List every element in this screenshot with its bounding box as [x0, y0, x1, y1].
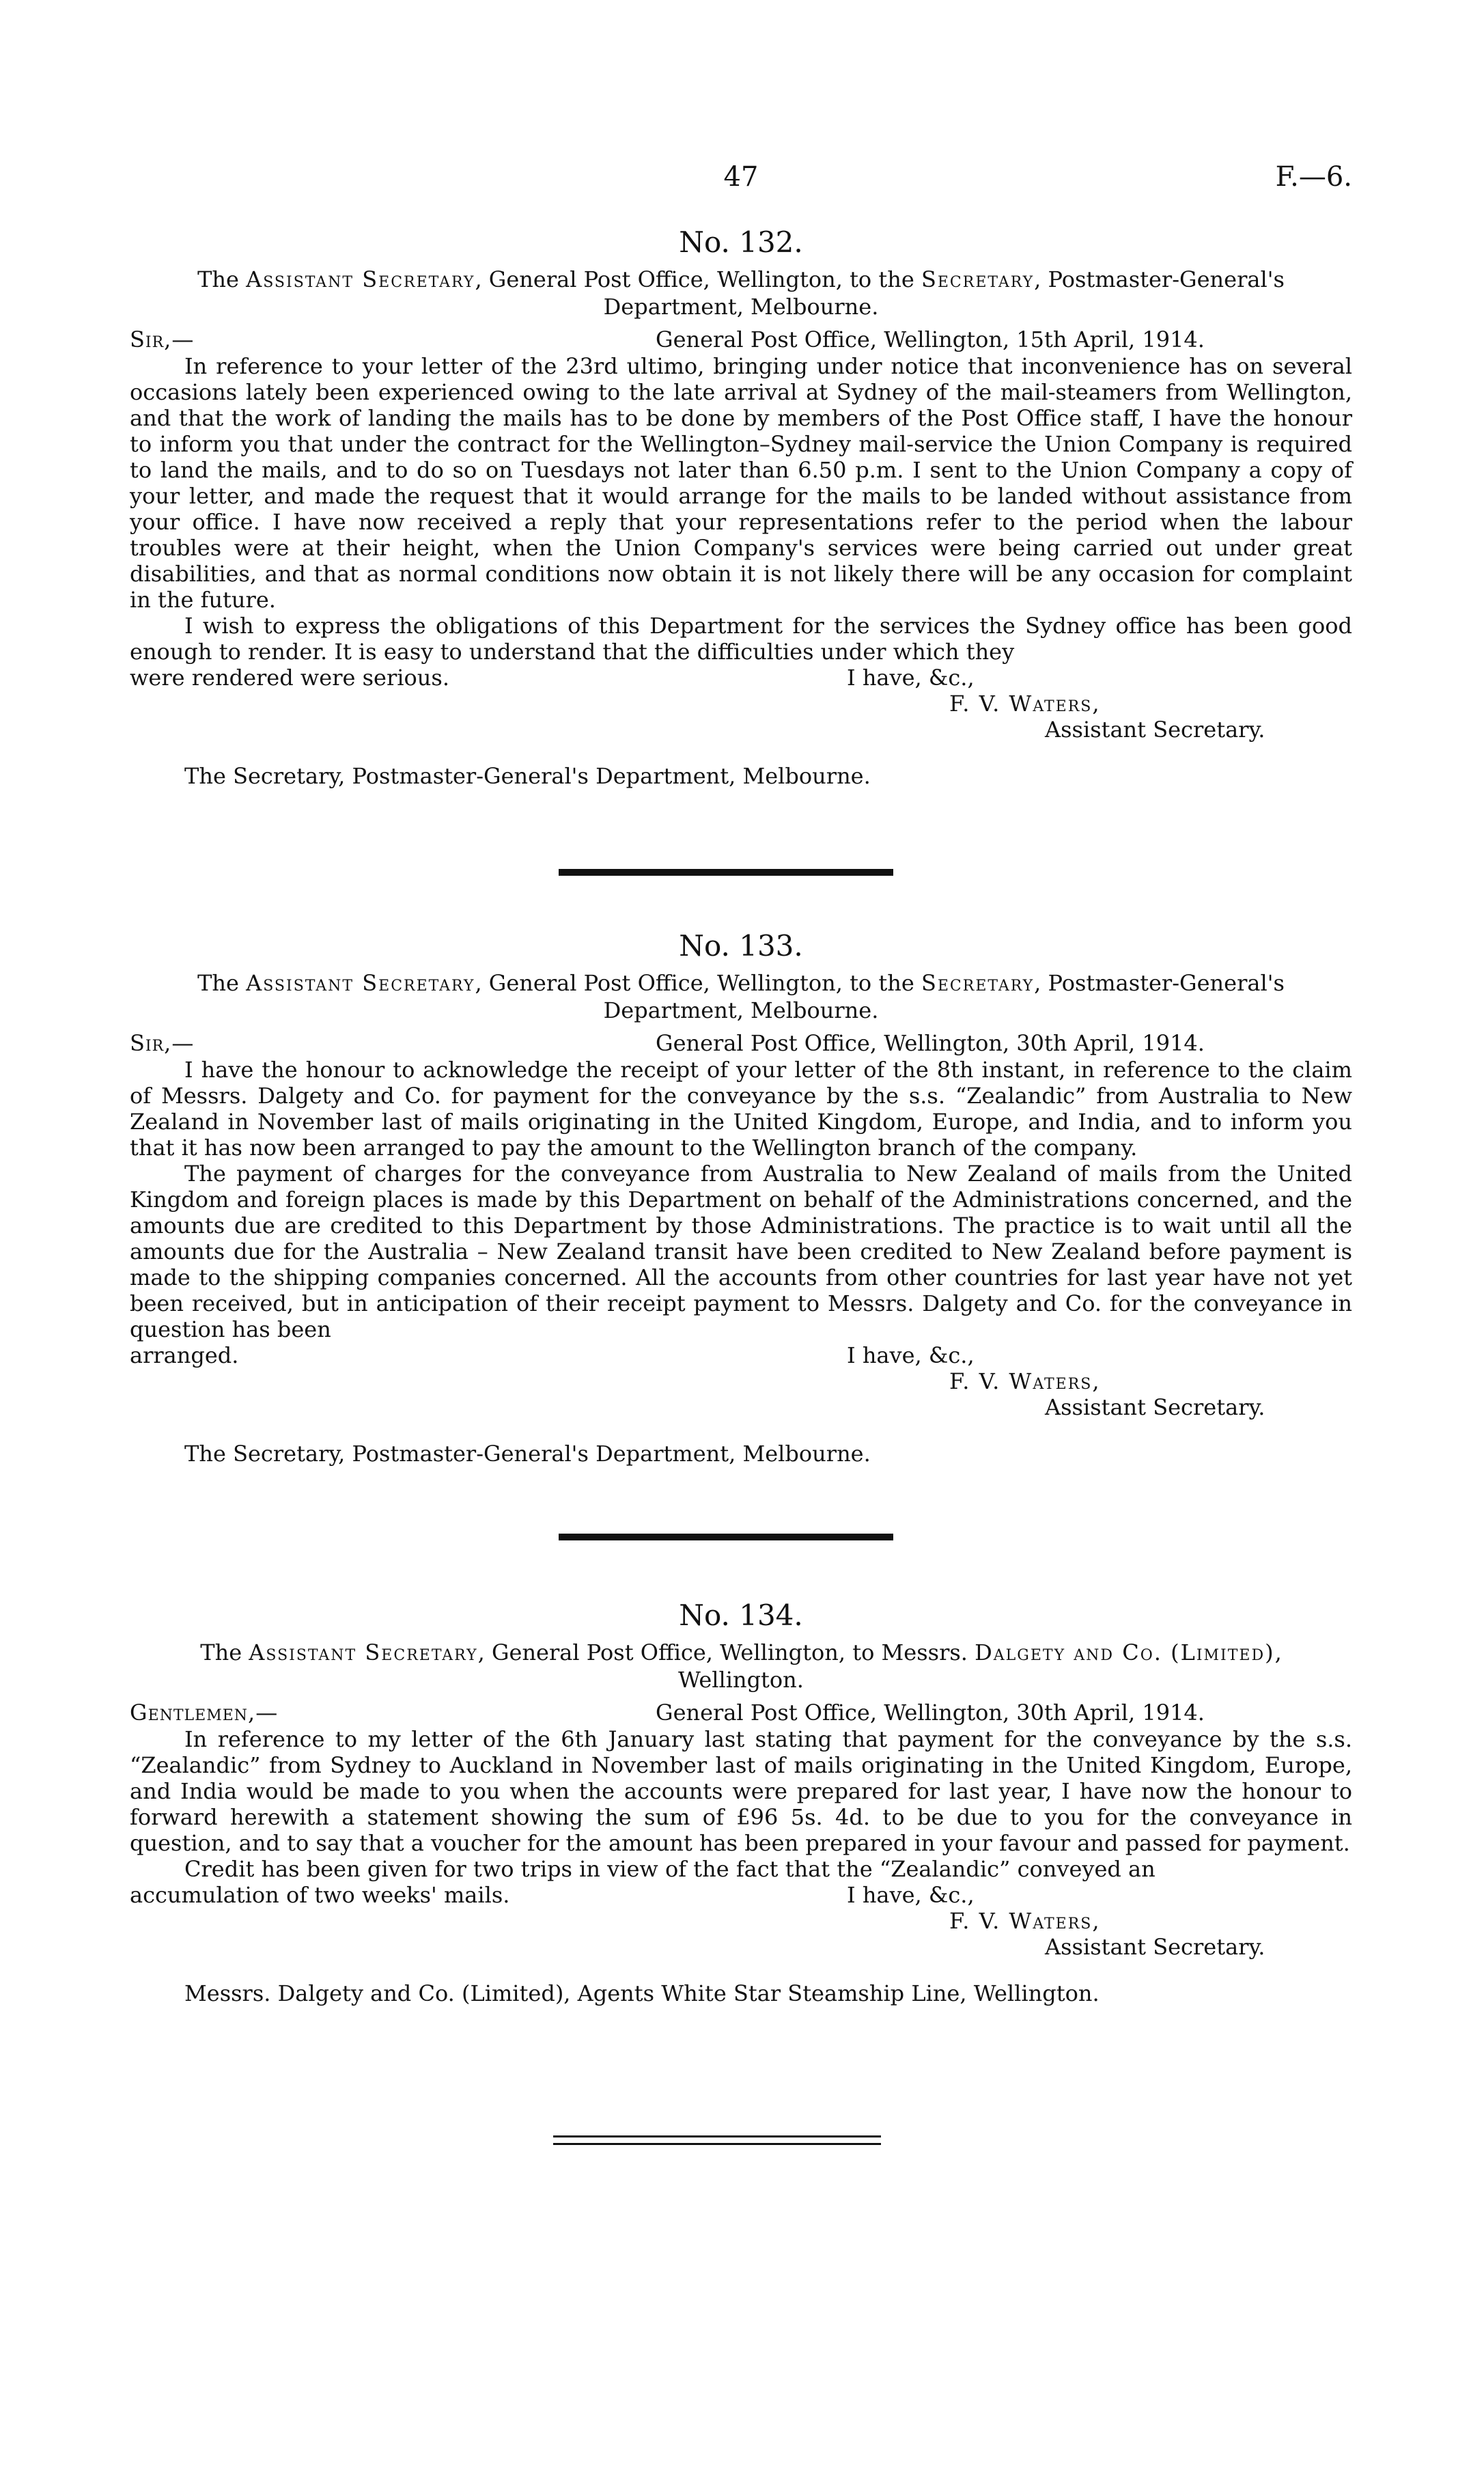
signature: F. V. Waters,	[949, 1368, 1101, 1394]
dateline: General Post Office, Wellington, 30th April, 1914.	[656, 1030, 1205, 1056]
letter-paragraph: In reference to your letter of the 23rd ultimo, bringing under notice that inconvenience has on several occasions lately been experienced owing to the late arrival at Sydney of the mail-steamers from Wellington, and that the work of landing the mails has to be done by members of the Post Office staff, I have the honour to inform you that under the contract for the Wellington–Sydney mail-service the Union Company is required to land the mails, and to do so on Tuesdays not later than 6.50 p.m. I sent to the Union Company a copy of your letter, and made the request that it would arrange for the mails to be landed without assistance from your office. I have now received a reply that your representations refer to the period when the labour troubles were at their height, when the Union Company's services were being carried out under great disabilities, and that as normal conditions now obtain it is not likely there will be any occasion for complaint in the future.	[130, 353, 1352, 613]
letter-addressee: The Assistant Secretary, General Post Office, Wellington, to the Secretary, Postmaster-General's Department, Melbourne.	[197, 266, 1285, 320]
closing-row	[130, 1882, 1352, 1908]
letter-133	[130, 929, 1352, 1467]
section-divider	[559, 869, 893, 876]
letter-132	[130, 225, 1352, 789]
signature-title: Assistant Secretary.	[1045, 1394, 1265, 1420]
signature-title: Assistant Secretary.	[1045, 717, 1265, 743]
letter-paragraph: I have the honour to acknowledge the receipt of your letter of the 8th instant, in reference to the claim of Messrs. Dalgety and Co. for payment for the conveyance by the s.s. “Zealandic” from Australia to New Zealand in November last of mails originating in the United Kingdom, Europe, and India, and to inform you that it has now been arranged to pay the amount to the Wellington branch of the company.	[130, 1057, 1352, 1161]
page-number: 47	[723, 161, 759, 193]
salutation-line	[130, 1029, 1352, 1057]
closing-formula: I have, &c.,	[847, 1882, 975, 1908]
letter-addressee: The Assistant Secretary, General Post Office, Wellington, to the Secretary, Postmaster-General's Department, Melbourne.	[197, 970, 1285, 1023]
closing-formula: I have, &c.,	[847, 665, 975, 691]
dateline: General Post Office, Wellington, 15th April, 1914.	[656, 327, 1205, 352]
recipient-line: Messrs. Dalgety and Co. (Limited), Agents White Star Steamship Line, Wellington.	[184, 1980, 1100, 2006]
salutation: Sir,—	[130, 327, 195, 352]
recipient-line: The Secretary, Postmaster-General's Department, Melbourne.	[184, 1441, 871, 1467]
letter-number: No. 134.	[679, 1599, 803, 1632]
end-divider	[553, 2135, 881, 2145]
letter-number: No. 132.	[679, 225, 803, 259]
letter-number: No. 133.	[679, 929, 803, 963]
salutation: Gentlemen,—	[130, 1700, 279, 1726]
dateline: General Post Office, Wellington, 30th April, 1914.	[656, 1700, 1205, 1726]
section-divider	[559, 1534, 893, 1540]
closing-text: arranged.	[130, 1342, 239, 1368]
signature-title: Assistant Secretary.	[1045, 1934, 1265, 1960]
signature: F. V. Waters,	[949, 691, 1101, 717]
document-id: F.—6.	[1275, 161, 1352, 193]
signature: F. V. Waters,	[949, 1908, 1101, 1934]
page-header	[130, 161, 1352, 202]
closing-text: accumulation of two weeks' mails.	[130, 1882, 510, 1908]
salutation: Sir,—	[130, 1030, 195, 1056]
recipient-line: The Secretary, Postmaster-General's Department, Melbourne.	[184, 763, 871, 789]
letter-paragraph: The payment of charges for the conveyance from Australia to New Zealand of mails from the United Kingdom and foreign places is made by this Department on behalf of the Administrations concerned, and the amounts due are credited to this Department by those Administrations. The practice is to wait until all the amounts due for the Australia – New Zealand transit have been credited to New Zealand before payment is made to the shipping companies concerned. All the accounts from other countries for last year have not yet been received, but in anticipation of their receipt payment to Messrs. Dalgety and Co. for the conveyance in question has been	[130, 1161, 1352, 1342]
closing-row	[130, 665, 1352, 691]
closing-text: were rendered were serious.	[130, 665, 449, 691]
closing-formula: I have, &c.,	[847, 1342, 975, 1368]
letter-134	[130, 1599, 1352, 2006]
letter-paragraph: I wish to express the obligations of this Department for the services the Sydney office has been good enough to render. It is easy to understand that the difficulties under which they	[130, 613, 1352, 665]
closing-row	[130, 1342, 1352, 1368]
letter-paragraph: In reference to my letter of the 6th January last stating that payment for the conveyance by the s.s. “Zealandic” from Sydney to Auckland in November last of mails originating in the United Kingdom, Europe, and India would be made to you when the accounts were prepared for last year, I have now the honour to forward herewith a statement showing the sum of £96 5s. 4d. to be due to you for the conveyance in question, and to say that a voucher for the amount has been prepared in your favour and passed for payment.	[130, 1726, 1352, 1856]
salutation-line	[130, 326, 1352, 353]
salutation-line	[130, 1699, 1352, 1726]
letter-addressee: The Assistant Secretary, General Post Office, Wellington, to Messrs. Dalgety and Co. (Limited), Wellington.	[200, 1639, 1282, 1693]
letter-paragraph: Credit has been given for two trips in view of the fact that the “Zealandic” conveyed an	[184, 1856, 1156, 1882]
